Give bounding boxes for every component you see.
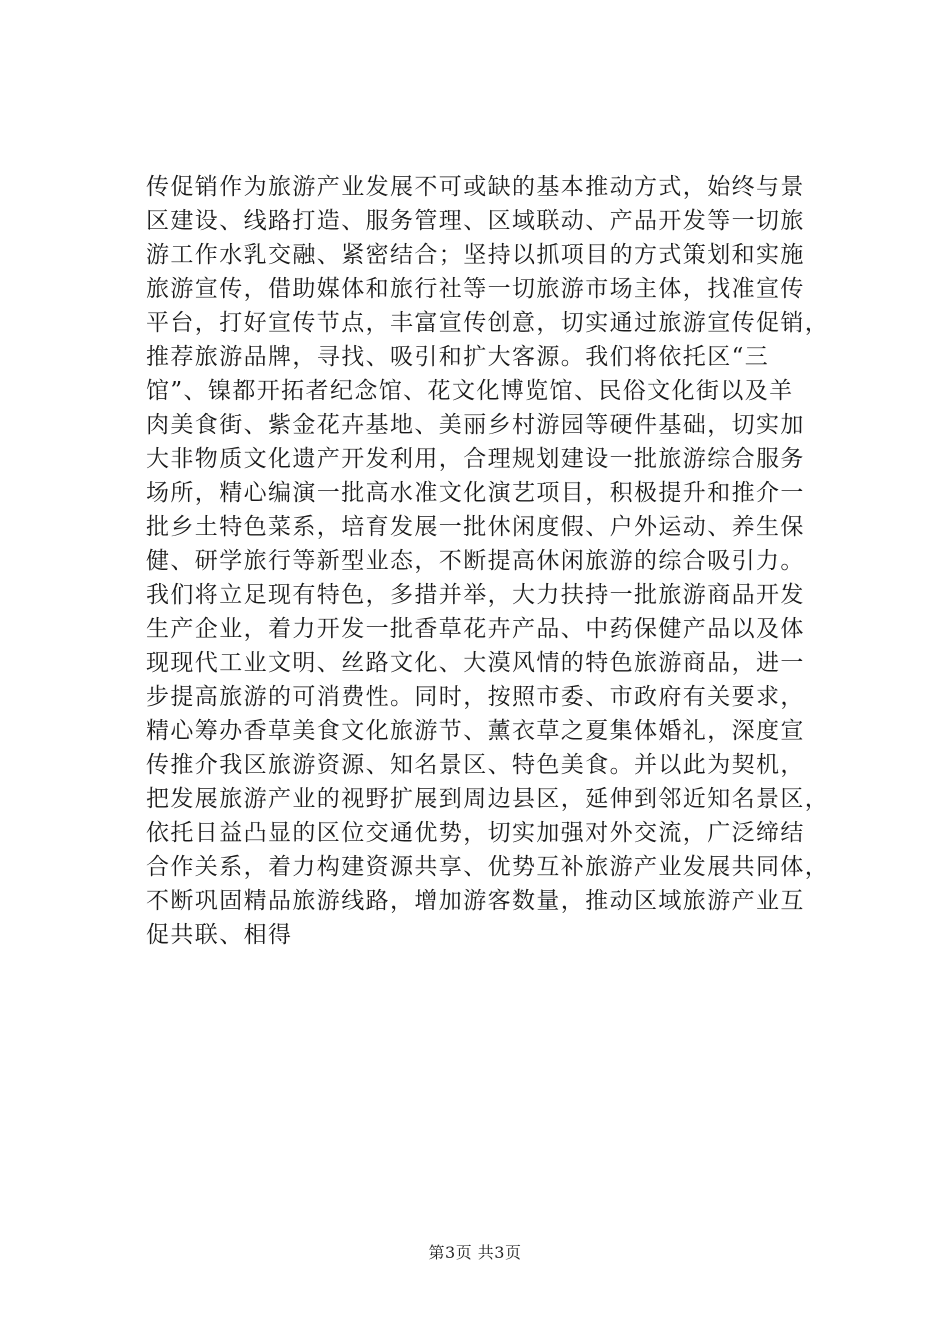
body-paragraph — [146, 170, 846, 952]
text-line: 精心筹办香草美食文化旅游节、薰衣草之夏集体婚礼，深度宣 — [146, 718, 805, 744]
text-line: 游工作水乳交融、紧密结合；坚持以抓项目的方式策划和实施 — [146, 242, 805, 268]
page-footer: 第3页 共3页 — [428, 1243, 522, 1262]
text-line: 促共联、相得 — [146, 922, 293, 948]
text-line: 依托日益凸显的区位交通优势，切实加强对外交流，广泛缔结 — [146, 820, 805, 846]
text-line: 区建设、线路打造、服务管理、区域联动、产品开发等一切旅 — [146, 208, 805, 234]
text-line: 场所，精心编演一批高水准文化演艺项目，积极提升和推介一 — [146, 480, 805, 506]
text-line: 旅游宣传，借助媒体和旅行社等一切旅游市场主体，找准宣传 — [146, 276, 805, 302]
text-line: 把发展旅游产业的视野扩展到周边县区，延伸到邻近知名景区， — [146, 786, 830, 812]
text-line: 批乡土特色菜系，培育发展一批休闲度假、户外运动、养生保 — [146, 514, 805, 540]
text-line: 传促销作为旅游产业发展不可或缺的基本推动方式，始终与景 — [146, 174, 805, 200]
text-line: 平台，打好宣传节点，丰富宣传创意，切实通过旅游宣传促销， — [146, 310, 830, 336]
text-line: 大非物质文化遗产开发利用，合理规划建设一批旅游综合服务 — [146, 446, 805, 472]
text-line: 健、研学旅行等新型业态，不断提高休闲旅游的综合吸引力。 — [146, 548, 805, 574]
text-line: 合作关系，着力构建资源共享、优势互补旅游产业发展共同体， — [146, 854, 830, 880]
text-line: 现现代工业文明、丝路文化、大漠风情的特色旅游商品，进一 — [146, 650, 805, 676]
text-line: 步提高旅游的可消费性。同时，按照市委、市政府有关要求， — [146, 684, 805, 710]
text-line: 不断巩固精品旅游线路，增加游客数量，推动区域旅游产业互 — [146, 888, 805, 914]
text-line: 生产企业，着力开发一批香草花卉产品、中药保健产品以及体 — [146, 616, 805, 642]
text-line: 肉美食街、紫金花卉基地、美丽乡村游园等硬件基础，切实加 — [146, 412, 805, 438]
text-line: 我们将立足现有特色，多措并举，大力扶持一批旅游商品开发 — [146, 582, 805, 608]
text-line: 馆”、镍都开拓者纪念馆、花文化博览馆、民俗文化街以及羊 — [146, 378, 794, 404]
text-line: 传推介我区旅游资源、知名景区、特色美食。并以此为契机， — [146, 752, 805, 778]
text-line: 推荐旅游品牌，寻找、吸引和扩大客源。我们将依托区“三 — [146, 344, 770, 370]
